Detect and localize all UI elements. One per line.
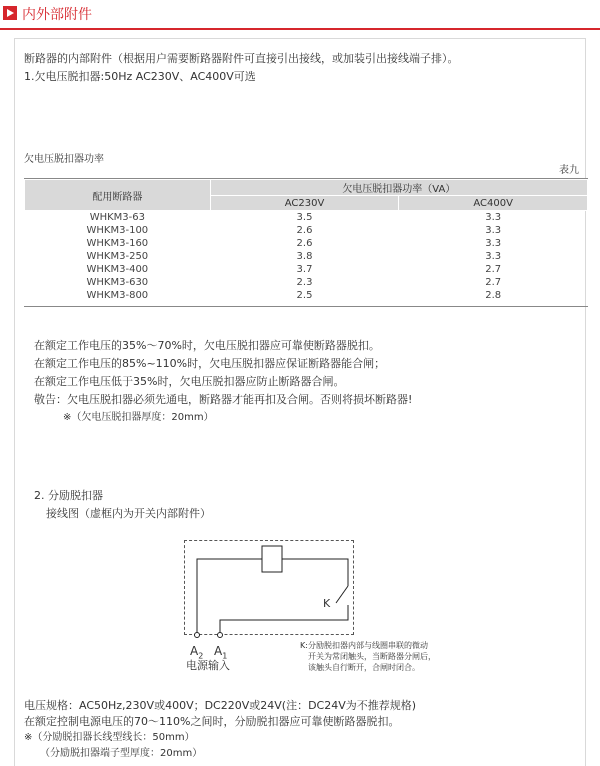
k-note-line: 该触头自行断开，合闸时闭合。 [308,663,420,672]
cell-ac400: 3.3 [485,251,502,262]
terminal-a1 [218,633,223,638]
column-header-breaker: 配用断路器 [25,180,211,211]
note-line: 在额定工作电压的35%～70%时，欠电压脱扣器应可靠使断路器脱扣。 [34,339,380,352]
cell-ac230: 3.8 [296,251,313,262]
voltage-spec: 电压规格：AC50Hz,230V或400V；DC220V或24V(注：DC24V为不推荐规格) [24,699,417,712]
cell-ac230: 2.5 [296,290,313,301]
cell-ac230: 2.3 [296,277,313,288]
terminal-a1-label: $A_1$ [214,644,228,661]
cell-model: WHKM3-63 [89,212,145,223]
k-note-line: 开关为常闭触头，当断路器分闸后， [308,652,436,661]
warning-line: 敬告：欠电压脱扣器必须先通电，断路器才能再扣及合闸。否则将损坏断路器! [34,393,413,406]
cell-ac230: 2.6 [296,225,313,236]
shunt-heading: 2. 分励脱扣器 [34,489,103,502]
cell-ac230: 3.7 [296,264,313,275]
cell-model: WHKM3-100 [86,225,149,236]
trip-spec: 在额定控制电源电压的70～110%之间时，分励脱扣器应可靠使断路器脱扣。 [24,715,400,728]
undervoltage-heading: 1.欠电压脱扣器:50Hz AC230V、AC400V可选 [24,70,256,83]
intro-text: 断路器的内部附件（根据用户需要断路器附件可直接引出接线，或加装引出接线端子排）。 [24,52,459,65]
table-caption: 欠电压脱扣器功率 [24,154,104,165]
contact-k-blade [336,586,348,603]
table-number: 表九 [559,165,579,176]
cell-ac400: 2.8 [485,290,502,301]
terminal-a2-label: $A_2$ [190,644,204,661]
cell-ac400: 3.3 [485,225,502,236]
terminal-a2 [195,633,200,638]
coil-symbol [262,546,282,572]
cell-model: WHKM3-630 [86,277,149,288]
cell-ac400: 2.7 [485,264,502,275]
thickness-note: ※（欠电压脱扣器厚度：20mm） [63,412,214,423]
column-header-ac230: AC230V [210,196,399,211]
column-header-power: 欠电压脱扣器功率（VA） [210,180,587,196]
column-header-ac400: AC400V [399,196,588,211]
contact-k-label: K [323,597,331,610]
power-input-label: 电源输入 [186,659,230,672]
cell-model: WHKM3-800 [86,290,149,301]
note-line: 在额定工作电压的85%~110%时，欠电压脱扣器应保证断路器能合闸； [34,357,386,370]
note-line: 在额定工作电压低于35%时，欠电压脱扣器应防止断路器合闸。 [34,375,345,388]
wire-top-right [282,559,348,586]
wire-a2 [197,559,262,633]
cell-model: WHKM3-160 [86,238,149,249]
section-title: 内外部附件 [22,7,92,23]
cell-ac400: 2.7 [485,277,502,288]
cell-model: WHKM3-250 [86,251,149,262]
cell-ac230: 3.5 [296,212,313,223]
cell-model: WHKM3-400 [86,264,149,275]
wiring-label: 接线图（虚框内为开关内部附件） [46,507,211,520]
cell-ac230: 2.6 [296,238,313,249]
k-note-line: K:分励脱扣器内部与线圈串联的微动 [300,641,428,650]
cell-ac400: 3.3 [485,212,502,223]
cell-ac400: 3.3 [485,238,502,249]
wire-length-note: ※（分励脱扣器长线型线长：50mm） [24,732,195,743]
terminal-thickness-note: （分励脱扣器端子型厚度：20mm） [40,748,203,759]
